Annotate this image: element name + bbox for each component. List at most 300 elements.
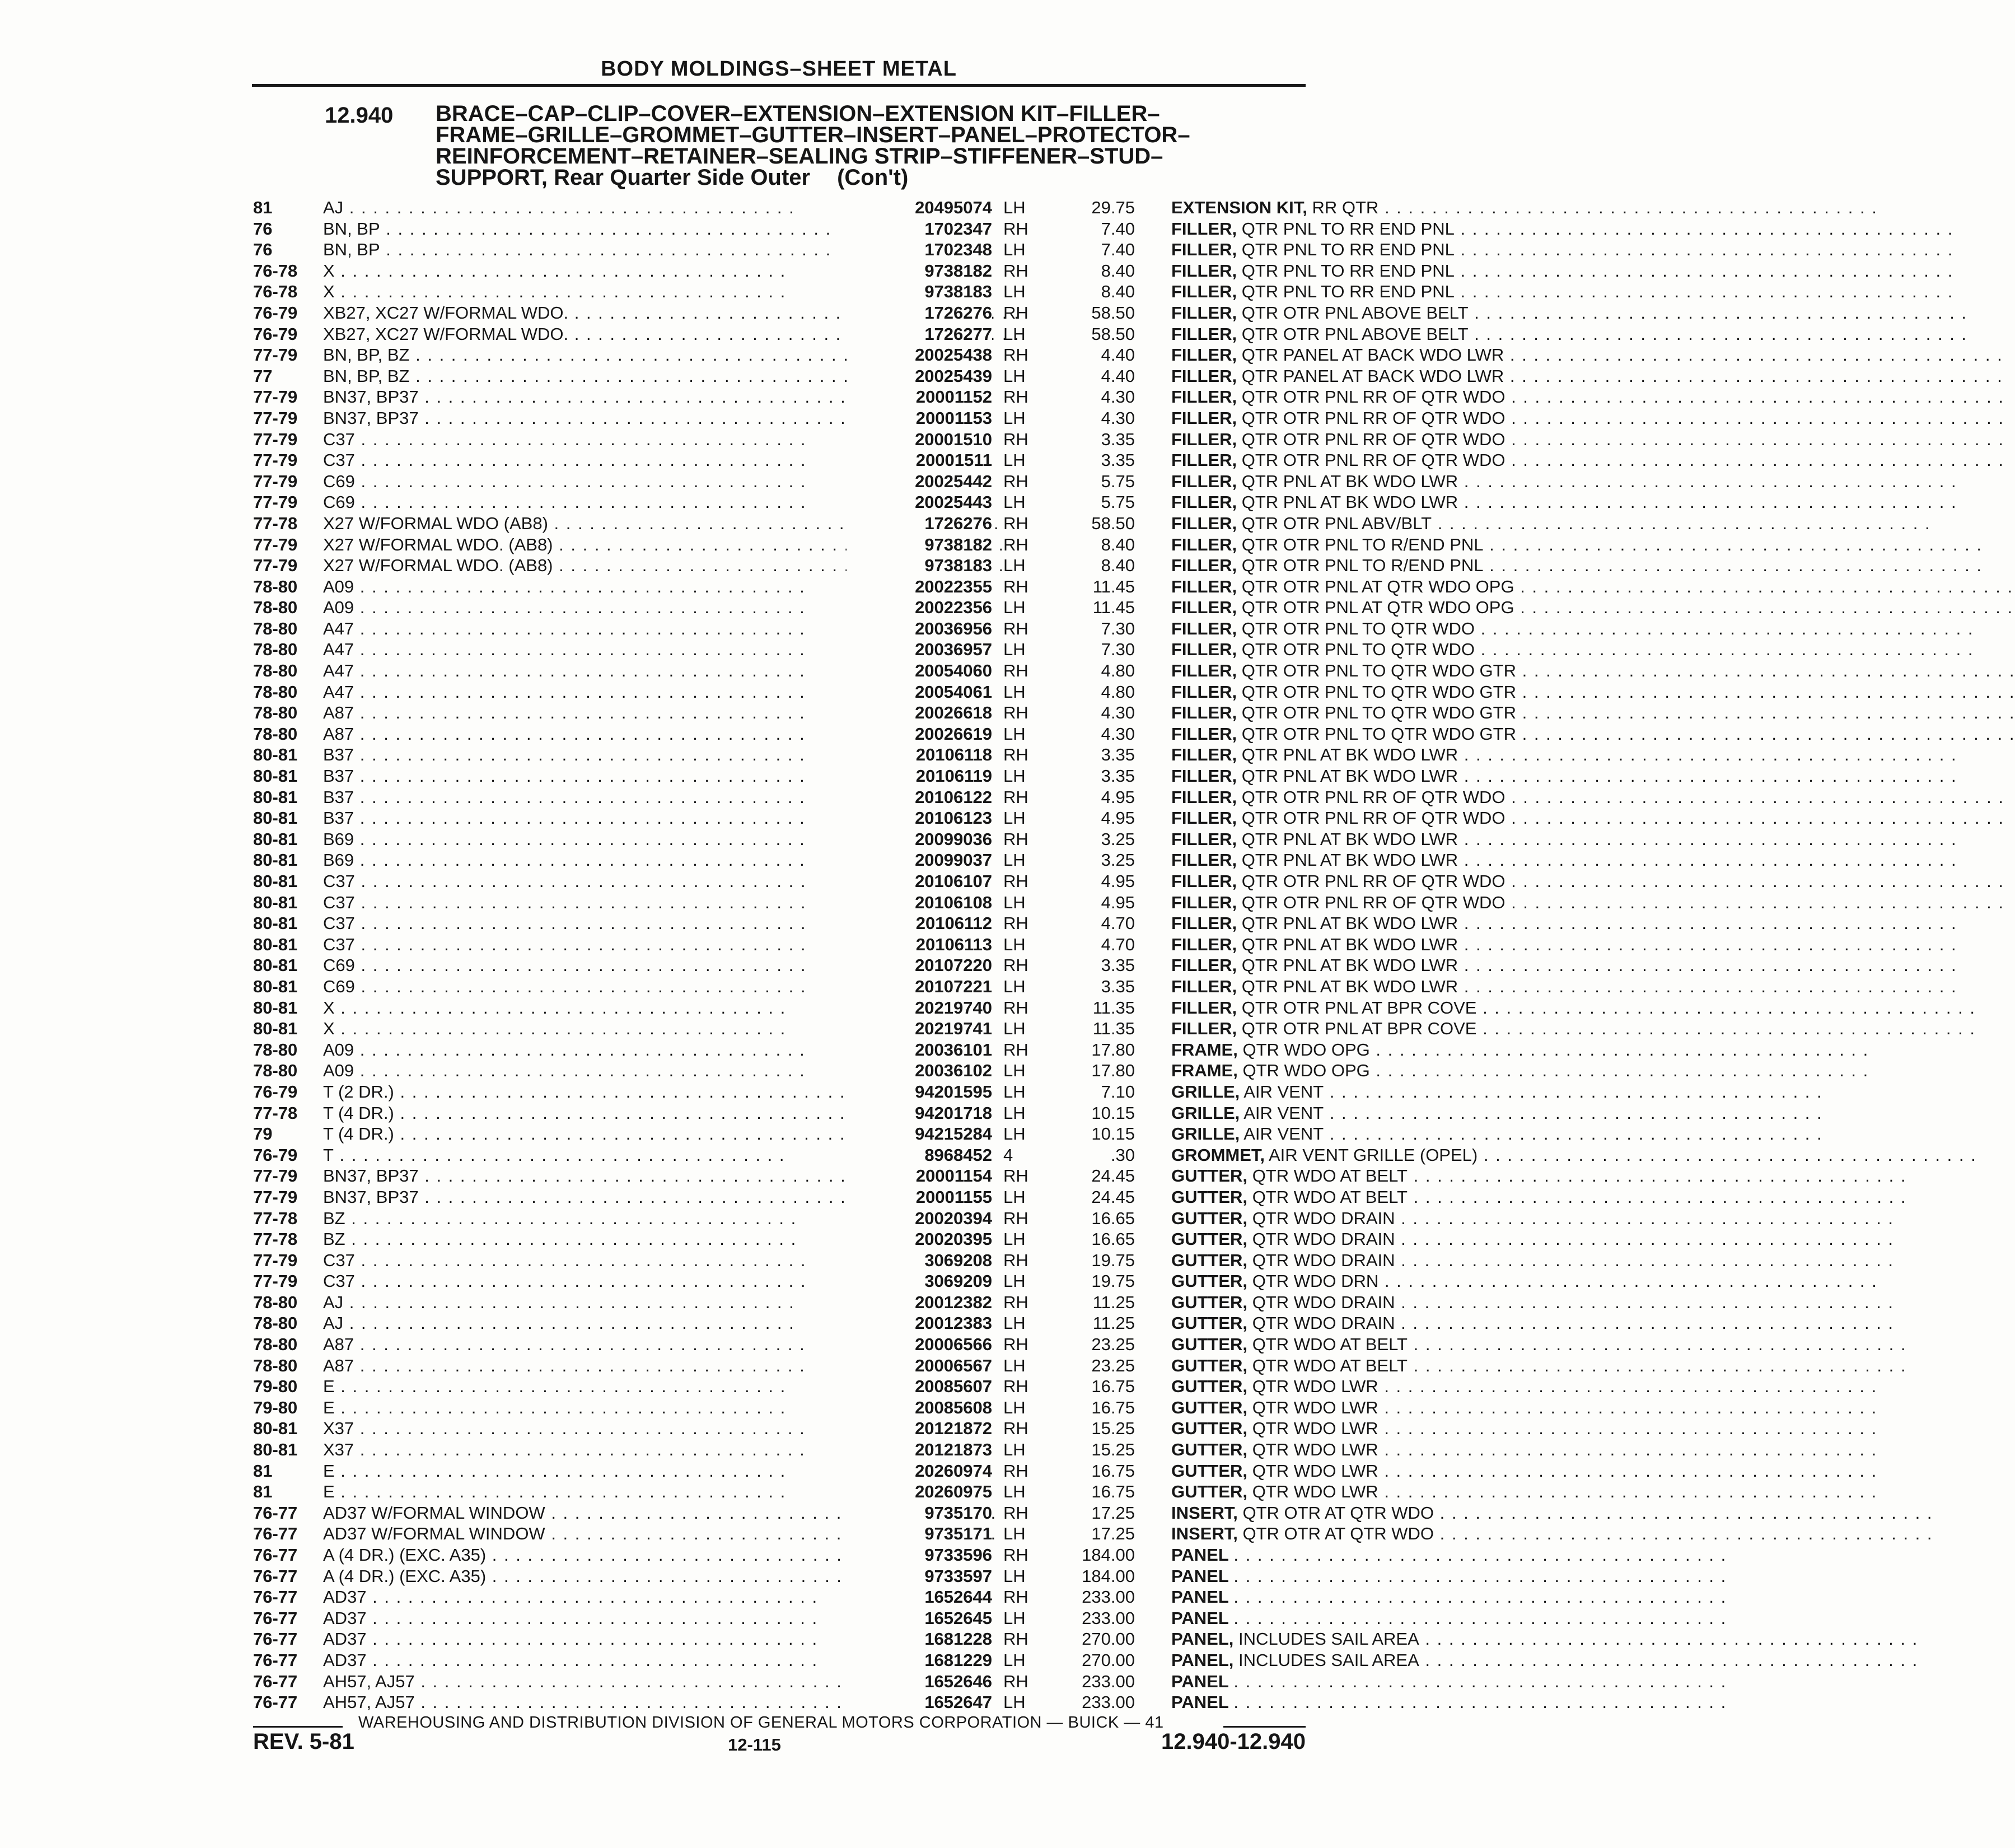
model-cell: T (4 DR.) . . . [323, 1103, 872, 1124]
model-cell: BN37, BP37 . . . [323, 1165, 872, 1187]
list-item [253, 281, 1455, 302]
price-cell: 24.45 [1091, 1166, 1135, 1186]
description-cell [1171, 913, 1558, 934]
year-cell: 80-81 [253, 1418, 298, 1439]
part-description: QTR PNL AT BK WDO LWR [1241, 976, 1458, 996]
price-cell: 19.75 [1091, 1250, 1135, 1270]
part-name: FILLER, [1171, 450, 1237, 470]
description-cell [1171, 1060, 1558, 1081]
part-description: QTR OTR PNL TO R/END PNL [1241, 534, 1484, 554]
price-cell: 4.30 [1101, 387, 1135, 407]
side-cell: LH [1003, 198, 1026, 217]
part-description: QTR WDO DRAIN [1252, 1208, 1395, 1228]
list-item [253, 1460, 1378, 1482]
list-item [253, 366, 1504, 387]
part-name: FILLER, [1171, 282, 1237, 302]
list-item [253, 1313, 1395, 1334]
year-cell: 76-79 [253, 302, 298, 323]
part-description: QTR WDO AT BELT [1252, 1187, 1408, 1207]
price-cell: 233.00 [1082, 1671, 1135, 1691]
part-number-cell: 20054060 [847, 660, 992, 682]
side-cell: RH [1003, 745, 1028, 765]
price-cell: 3.25 [1101, 850, 1135, 870]
model-cell: XB27, XC27 W/FORMAL WDO. . . . [323, 324, 872, 345]
year-cell: 76-79 [253, 1081, 298, 1102]
footer-rule-right [1223, 1726, 1306, 1728]
part-name: PANEL [1171, 1545, 1229, 1565]
side-cell: LH [1003, 1440, 1026, 1460]
price-cell: 16.65 [1091, 1229, 1135, 1249]
part-number-cell: 20106112 [847, 913, 992, 934]
part-number-cell: 1681229 [847, 1650, 992, 1671]
price-cell: 270.00 [1082, 1650, 1135, 1670]
year-cell: 81 [253, 1460, 273, 1481]
price-cell: 3.35 [1101, 450, 1135, 470]
side-cell: RH [1003, 955, 1028, 976]
year-cell: 80-81 [253, 808, 298, 828]
list-item [253, 850, 1458, 871]
price-cell: 5.75 [1101, 492, 1135, 512]
list-item [253, 1271, 1379, 1292]
part-name: PANEL [1171, 1608, 1229, 1628]
year-cell: 76-77 [253, 1692, 298, 1712]
model-cell: BN37, BP37 . . . [323, 1187, 872, 1208]
part-name: GRILLE, [1171, 1081, 1240, 1102]
list-item [253, 555, 1484, 576]
model-cell: B37 . . . [323, 744, 872, 766]
side-cell: RH [1003, 387, 1028, 407]
part-name: FILLER, [1171, 661, 1237, 681]
list-item [253, 1628, 1419, 1650]
part-description: QTR OTR PNL AT QTR WDO OPG [1241, 576, 1514, 596]
part-description: QTR OTR PNL TO QTR WDO GTR [1241, 682, 1516, 702]
description-cell [1171, 492, 1558, 513]
page-header: BODY MOLDINGS–SHEET METAL [601, 57, 957, 81]
side-cell: 4 [1003, 1145, 1013, 1165]
list-item [253, 660, 1516, 682]
part-number-cell: 20106113 [847, 934, 992, 955]
year-cell: 78-80 [253, 1292, 298, 1312]
year-cell: 81 [253, 1482, 273, 1502]
list-item [253, 324, 1469, 345]
side-cell: RH [1003, 618, 1028, 638]
side-cell: LH [1003, 1355, 1026, 1375]
side-cell: LH [1003, 808, 1026, 828]
list-item [253, 997, 1477, 1019]
description-cell [1171, 1481, 1558, 1502]
year-cell: 76-77 [253, 1502, 298, 1523]
price-cell: 4.70 [1101, 913, 1135, 934]
part-name: GUTTER, [1171, 1292, 1248, 1312]
side-cell: RH [1003, 1460, 1028, 1481]
part-number-cell: 20085608 [847, 1397, 992, 1418]
side-cell: RH [1003, 913, 1028, 934]
model-cell: A87 . . . [323, 1334, 872, 1355]
side-cell: LH [1003, 1271, 1026, 1291]
part-number-cell: 20106118 [847, 744, 992, 766]
list-item [253, 639, 1475, 660]
side-cell: LH [1003, 1081, 1026, 1102]
model-cell: C69 . . . [323, 976, 872, 997]
side-cell: RH [1003, 1376, 1028, 1397]
part-name: FILLER, [1171, 640, 1237, 660]
price-cell: 17.80 [1091, 1039, 1135, 1060]
year-cell: 78-80 [253, 724, 298, 744]
part-number-cell: 94201595 [847, 1081, 992, 1103]
price-cell: 16.75 [1091, 1397, 1135, 1417]
part-number-cell: 20022355 [847, 576, 992, 598]
model-cell: AJ . . . [323, 1292, 872, 1313]
year-cell: 77-79 [253, 387, 298, 407]
description-cell [1171, 850, 1558, 871]
part-name: GUTTER, [1171, 1355, 1248, 1375]
part-name: FILLER, [1171, 976, 1237, 996]
description-cell [1171, 639, 1558, 660]
part-description: QTR OTR PNL AT BPR COVE [1241, 997, 1477, 1018]
side-cell: RH [1003, 1418, 1028, 1439]
side-cell: LH [1003, 598, 1026, 618]
description-cell [1171, 1544, 1558, 1566]
part-name: FILLER, [1171, 997, 1237, 1018]
description-cell [1171, 1355, 1558, 1376]
model-cell: A09 . . . [323, 597, 872, 618]
side-cell: LH [1003, 1019, 1026, 1039]
description-cell [1171, 1292, 1558, 1313]
part-number-cell: 20106119 [847, 766, 992, 787]
price-cell: 3.25 [1101, 829, 1135, 849]
side-cell: RH [1003, 1292, 1028, 1312]
list-item [253, 576, 1514, 598]
description-cell [1171, 324, 1558, 345]
side-cell: LH [1003, 640, 1026, 660]
part-description: QTR WDO AT BELT [1252, 1355, 1408, 1375]
description-cell [1171, 1502, 1558, 1524]
list-item [253, 513, 1432, 534]
list-item [253, 1671, 1306, 1692]
list-item [253, 492, 1458, 513]
side-cell: RH [1003, 1502, 1028, 1523]
part-description: QTR PNL AT BK WDO LWR [1241, 471, 1458, 491]
price-cell: 7.30 [1101, 640, 1135, 660]
description-cell [1171, 555, 1558, 576]
model-cell: AH57, AJ57 . . . [323, 1671, 872, 1692]
model-cell: C37 . . . [323, 913, 872, 934]
side-cell: RH [1003, 1587, 1028, 1607]
part-number-cell: 20020395 [847, 1229, 992, 1250]
description-cell [1171, 386, 1558, 408]
description-cell [1171, 1018, 1558, 1039]
part-description: QTR WDO AT BELT [1252, 1334, 1408, 1355]
part-name: INSERT, [1171, 1502, 1238, 1523]
side-cell: RH [1003, 1334, 1028, 1355]
part-name: GUTTER, [1171, 1187, 1248, 1207]
header-rule [252, 84, 1306, 87]
description-cell [1171, 239, 1558, 260]
description-cell [1171, 197, 1558, 218]
year-cell: 77 [253, 366, 273, 386]
part-name: FILLER, [1171, 345, 1237, 365]
model-cell: C37 . . . [323, 1250, 872, 1271]
part-description: QTR PANEL AT BACK WDO LWR [1241, 345, 1504, 365]
side-cell: LH [1003, 766, 1026, 786]
part-description: QTR PNL AT BK WDO LWR [1241, 745, 1458, 765]
description-cell [1171, 1039, 1558, 1061]
list-item [253, 534, 1484, 556]
part-description: QTR WDO LWR [1252, 1482, 1378, 1502]
model-cell: AD37 W/FORMAL WINDOW . . . [323, 1523, 872, 1544]
part-description: QTR WDO DRAIN [1252, 1313, 1395, 1333]
description-cell [1171, 1418, 1558, 1439]
price-cell: 11.45 [1092, 598, 1135, 618]
year-cell: 79-80 [253, 1397, 298, 1417]
list-item [253, 766, 1458, 787]
part-description: QTR WDO LWR [1252, 1397, 1378, 1417]
part-description: QTR PNL AT BK WDO LWR [1241, 492, 1458, 512]
part-number-cell: 94201718 [847, 1103, 992, 1124]
side-cell: RH [1003, 260, 1028, 281]
part-name: PANEL, [1171, 1650, 1234, 1670]
list-item [253, 682, 1516, 703]
description-cell [1171, 766, 1558, 787]
side-cell: LH [1003, 1608, 1026, 1628]
part-name: GROMMET, [1171, 1145, 1265, 1165]
description-cell [1171, 1608, 1558, 1629]
year-cell: 80-81 [253, 892, 298, 912]
year-cell: 78-80 [253, 640, 298, 660]
price-cell: 233.00 [1082, 1587, 1135, 1607]
year-cell: 78-80 [253, 1334, 298, 1355]
side-cell: LH [1003, 1187, 1026, 1207]
year-cell: 78-80 [253, 703, 298, 723]
price-cell: 4.30 [1101, 724, 1135, 744]
price-cell: 4.70 [1101, 934, 1135, 954]
part-number-cell: 20260975 [847, 1481, 992, 1502]
price-cell: 11.25 [1092, 1313, 1135, 1333]
part-name: FILLER, [1171, 871, 1237, 891]
year-cell: 77-79 [253, 450, 298, 470]
price-cell: 4.95 [1101, 892, 1135, 912]
year-cell: 76 [253, 240, 273, 260]
side-cell: RH [1003, 829, 1028, 849]
part-number-cell: 20001154 [847, 1165, 992, 1187]
description-cell [1171, 576, 1558, 598]
description-cell [1171, 1313, 1558, 1334]
part-name: FILLER, [1171, 534, 1237, 554]
list-item [253, 1292, 1395, 1313]
list-item [253, 1608, 1306, 1629]
side-cell: RH [1003, 513, 1028, 533]
model-cell: A (4 DR.) (EXC. A35) . . . [323, 1544, 872, 1566]
description-cell [1171, 1460, 1558, 1482]
part-name: GUTTER, [1171, 1208, 1248, 1228]
year-cell: 77-79 [253, 556, 298, 576]
side-cell: LH [1003, 366, 1026, 386]
part-name: FILLER, [1171, 429, 1237, 449]
part-number-cell: 20495074 [847, 197, 992, 218]
part-description: QTR OTR PNL ABV/BLT [1241, 513, 1432, 533]
part-description: QTR PNL TO RR END PNL [1241, 260, 1455, 281]
description-cell [1171, 1523, 1558, 1544]
model-cell: B37 . . . [323, 808, 872, 829]
price-cell: 4.80 [1101, 661, 1135, 681]
part-number-cell: 20085607 [847, 1376, 992, 1397]
list-item [253, 1081, 1324, 1103]
part-name: FILLER, [1171, 302, 1237, 323]
part-number-cell: 8968452 [847, 1145, 992, 1166]
part-number-cell: 20121873 [847, 1439, 992, 1460]
part-description: QTR PNL AT BK WDO LWR [1241, 955, 1458, 976]
price-cell: 233.00 [1082, 1608, 1135, 1628]
model-cell: C37 . . . [323, 871, 872, 892]
model-cell: X . . . [323, 997, 872, 1019]
model-cell: AD37 W/FORMAL WINDOW . . . [323, 1502, 872, 1524]
side-cell: LH [1003, 850, 1026, 870]
model-cell: BZ . . . [323, 1229, 872, 1250]
description-cell [1171, 1397, 1558, 1418]
side-cell: LH [1003, 682, 1026, 702]
part-number-cell: 3069209 [847, 1271, 992, 1292]
price-cell: 8.40 [1101, 556, 1135, 576]
part-name: FILLER, [1171, 724, 1237, 744]
description-cell [1171, 1628, 1558, 1650]
list-item [253, 1123, 1324, 1145]
year-cell: 81 [253, 198, 273, 217]
parts-list [253, 197, 1516, 1713]
list-item [253, 1039, 1370, 1061]
list-item [253, 808, 1506, 829]
part-number-cell: 20121872 [847, 1418, 992, 1439]
description-cell [1171, 1081, 1558, 1103]
description-cell [1171, 744, 1558, 766]
year-cell: 76-79 [253, 1145, 298, 1165]
section-title-line: FRAME–GRILLE–GROMMET–GUTTER–INSERT–PANEL–PROTECTOR– [436, 123, 1190, 147]
side-cell: RH [1003, 1039, 1028, 1060]
part-name: GRILLE, [1171, 1103, 1240, 1123]
price-cell: 7.40 [1101, 218, 1135, 239]
part-name: GUTTER, [1171, 1166, 1248, 1186]
description-cell [1171, 302, 1558, 324]
list-item [253, 1586, 1306, 1608]
price-cell: 3.35 [1101, 976, 1135, 996]
year-cell: 77-79 [253, 471, 298, 491]
price-cell: 3.35 [1101, 745, 1135, 765]
model-cell: X . . . [323, 1018, 872, 1039]
part-number-cell: 1726276 [847, 513, 992, 534]
list-item [253, 1418, 1378, 1439]
part-number-cell: 20025438 [847, 344, 992, 366]
description-cell [1171, 1566, 1558, 1587]
model-cell: E . . . [323, 1376, 872, 1397]
part-name: FILLER, [1171, 955, 1237, 976]
year-cell: 80-81 [253, 1440, 298, 1460]
model-cell: A87 . . . [323, 724, 872, 745]
price-cell: 15.25 [1091, 1418, 1135, 1439]
side-cell: LH [1003, 1566, 1026, 1586]
part-name: INSERT, [1171, 1524, 1238, 1544]
model-cell: X27 W/FORMAL WDO (AB8) . . . [323, 513, 872, 534]
list-item [253, 1145, 1478, 1166]
part-number-cell: 9738183 [847, 281, 992, 302]
list-item [253, 1334, 1408, 1355]
part-name: FILLER, [1171, 240, 1237, 260]
model-cell: B37 . . . [323, 787, 872, 808]
part-name: FILLER, [1171, 218, 1237, 239]
part-name: GUTTER, [1171, 1271, 1248, 1291]
side-cell: LH [1003, 1650, 1026, 1670]
description-cell [1171, 1376, 1558, 1397]
part-number-cell: 9735171 [847, 1523, 992, 1544]
part-name: GUTTER, [1171, 1250, 1248, 1270]
description-cell [1171, 829, 1558, 850]
part-description: QTR OTR PNL AT QTR WDO OPG [1241, 598, 1514, 618]
description-cell [1171, 534, 1558, 556]
side-cell: RH [1003, 429, 1028, 449]
part-description: QTR OTR PNL TO QTR WDO GTR [1241, 661, 1516, 681]
part-name: GUTTER, [1171, 1397, 1248, 1417]
year-cell: 80-81 [253, 745, 298, 765]
part-number-cell: 9738182 [847, 534, 992, 556]
side-cell: LH [1003, 492, 1026, 512]
side-cell: RH [1003, 345, 1028, 365]
continued-label: (Con't) [837, 165, 909, 190]
price-cell: 15.25 [1091, 1440, 1135, 1460]
description-cell [1171, 260, 1558, 282]
part-description: AIR VENT [1243, 1081, 1324, 1102]
description-cell [1171, 1650, 1558, 1671]
description-cell [1171, 1187, 1558, 1208]
model-cell: B69 . . . [323, 850, 872, 871]
part-number-cell: 20106108 [847, 892, 992, 913]
price-cell: 16.75 [1091, 1376, 1135, 1397]
part-name: FILLER, [1171, 492, 1237, 512]
part-name: EXTENSION KIT, [1171, 198, 1307, 217]
part-number-cell: 20006567 [847, 1355, 992, 1376]
description-cell [1171, 429, 1558, 450]
description-cell [1171, 513, 1558, 534]
part-description: QTR OTR PNL RR OF QTR WDO [1241, 787, 1506, 807]
model-cell: A47 . . . [323, 618, 872, 640]
model-cell: B37 . . . [323, 766, 872, 787]
side-cell: LH [1003, 282, 1026, 302]
list-item [253, 239, 1455, 260]
description-cell [1171, 702, 1558, 724]
year-cell: 78-80 [253, 576, 298, 596]
part-description: QTR PANEL AT BACK WDO LWR [1241, 366, 1504, 386]
list-item [253, 934, 1458, 955]
price-cell: 8.40 [1101, 260, 1135, 281]
year-cell: 77-79 [253, 408, 298, 428]
price-cell: 19.75 [1091, 1271, 1135, 1291]
part-number-cell: 1726277 [847, 324, 992, 345]
list-item [253, 1060, 1370, 1081]
model-cell: AD37 . . . [323, 1586, 872, 1608]
part-number-cell: 20012383 [847, 1313, 992, 1334]
part-name: FILLER, [1171, 260, 1237, 281]
part-description: QTR WDO DRAIN [1252, 1250, 1395, 1270]
year-cell: 78-80 [253, 598, 298, 618]
description-cell [1171, 366, 1558, 387]
part-description: QTR PNL AT BK WDO LWR [1241, 829, 1458, 849]
price-cell: 4.30 [1101, 408, 1135, 428]
part-description: QTR WDO LWR [1252, 1376, 1378, 1397]
model-cell: AD37 . . . [323, 1650, 872, 1671]
part-description: QTR PNL AT BK WDO LWR [1241, 766, 1458, 786]
revision-label: REV. 5-81 [253, 1729, 354, 1754]
side-cell: RH [1003, 661, 1028, 681]
side-cell: RH [1003, 997, 1028, 1018]
section-title-last: SUPPORT, Rear Quarter Side Outer [436, 165, 811, 190]
part-name: FILLER, [1171, 556, 1237, 576]
